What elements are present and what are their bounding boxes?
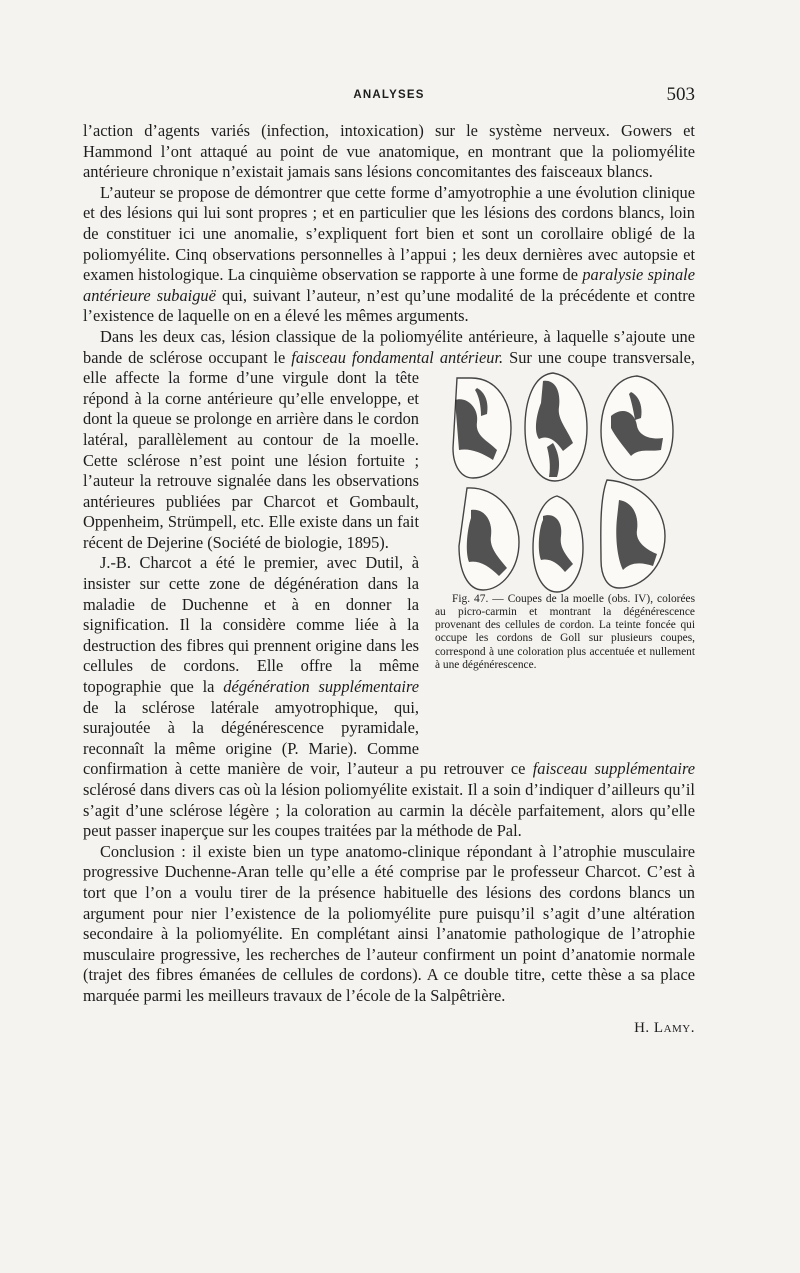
paragraph-1: l’action d’agents variés (infection, intoxication) sur le système nerveux. Gowers et Hammond l’ont attaqué au point de vue anatomique, en montrant que la poliomyélite antérieure chronique n’existait jamais sans lésions concomitantes des faisceaux blancs. [83, 121, 695, 182]
signature: H. Lamy. [634, 1019, 695, 1036]
section-2 [525, 373, 587, 481]
header [83, 84, 695, 108]
paragraph-2: L’auteur se propose de démontrer que cette forme d’amyotrophie a une évolution clinique et des lésions qui lui sont propres ; et en particulier que les lésions des cordons blancs, loin de constituer ici une anomalie, s’expliquent fort bien et sont un corollaire obligé de la poliomyélite. Cinq observations personnelles à l’appui ; les deux dernières avec autopsie et examen histologique. La cinquième observation se rapporte à une forme de paralysie spinale antérieure subaiguë qui, suivant l’auteur, n’est qu’une modalité de la précédente et contre l’existence de laquelle on en a élevé les mêmes arguments. [83, 182, 695, 326]
figure-caption: Fig. 47. — Coupes de la moelle (obs. IV), colorées au picro-carmin et montrant la dégénérescence provenant des cellules de cordon. La teinte foncée qui occupe les cordons de Goll sur plusieurs coupes, correspond à une coloration plus accentuée et nullement à une dégénérescence. [435, 593, 695, 671]
spinal-cord-sections-image [433, 368, 695, 593]
body-text [83, 121, 695, 1038]
italic-term: faisceau fondamental antérieur. [291, 347, 504, 367]
italic-term: paralysie spinale antérieure subaiguë [83, 265, 695, 305]
figure-47 [433, 368, 695, 748]
running-head: ANALYSES [353, 89, 425, 101]
italic-term: dégénération supplémentaire [223, 677, 419, 697]
section-4 [459, 488, 519, 590]
section-1 [453, 378, 511, 478]
paragraph-4: J.-B. Charcot a été le premier, avec Dutil, à insister sur cette zone de dégénération dans la maladie de Duchenne et à en donner la signification. Il la considère comme liée à la destruction des fibres qui prennent origine dans les cellules de cordons. Elle offre la même topographie que la dégénération supplémentaire de la sclérose latérale amyotrophique, qui, surajoutée à la dégénérescence pyramidale, reconnaît la même origine (P. Marie). Comme confirmation à cette manière de voir, l’auteur a pu retrouver ce faisceau supplémentaire sclérosé dans divers cas où la lésion poliomyélite existait. Il a soin d’indiquer d’ailleurs qu’il s’agit d’une sclérose légère ; la coloration au carmin la décèle parfaitement, alors qu’elle peut passer inaperçue sur les coupes traitées par la méthode de Pal. [83, 553, 695, 841]
paragraph-5: Conclusion : il existe bien un type anatomo-clinique répondant à l’atrophie musculaire progressive Duchenne-Aran telle qu’elle a été comprise par le professeur Charcot. C’est à tort que l’on a voulu tirer de la présence habituelle des lésions des cordons blancs un argument pour nier l’existence de la poliomyélite pure puisqu’il s’agit d’une altération secondaire à la poliomyélite. En complétant ainsi l’anatomie pathologique de l’atrophie musculaire progressive, les recherches de l’auteur confirment un point d’anatomie normale (trajet des fibres émanées de cellules de cordons). A ce double titre, cette thèse a sa place marquée parmi les meilleurs travaux de l’école de la Salpêtrière. [83, 841, 695, 1005]
section-3 [601, 376, 673, 480]
page-number: 503 [666, 84, 695, 105]
paragraph-3: Dans les deux cas, lésion classique de la poliomyélite antérieure, à laquelle s’ajoute une bande de sclérose occupant le faisceau fondamental antérieur. Sur Fig. 47. — Coupes de la moelle (obs. IV), colorées au picro-carmin et montrant la dégénérescence provenant des cellules de cordon. La teinte foncée qui occupe les cordons de Goll sur plusieurs coupes, correspond à une coloration plus accentuée et nullement à une dégénérescence. une coupe transversale, elle affecte la forme d’une virgule dont la tête répond à la corne antérieure qu’elle enveloppe, et dont la queue se prolonge en arrière dans le cordon latéral, parallèlement au contour de la moelle. Cette sclérose n’est point une lésion fortuite ; l’auteur la retrouve signalée dans les observations antérieures publiées par Charcot et Gombault, Oppenheim, Strümpell, etc. Elle existe dans un fait récent de Dejerine (Société de biologie, 1895). [83, 327, 695, 554]
section-6 [601, 480, 665, 588]
section-5 [533, 496, 583, 592]
italic-term: faisceau supplémentaire [532, 759, 695, 779]
